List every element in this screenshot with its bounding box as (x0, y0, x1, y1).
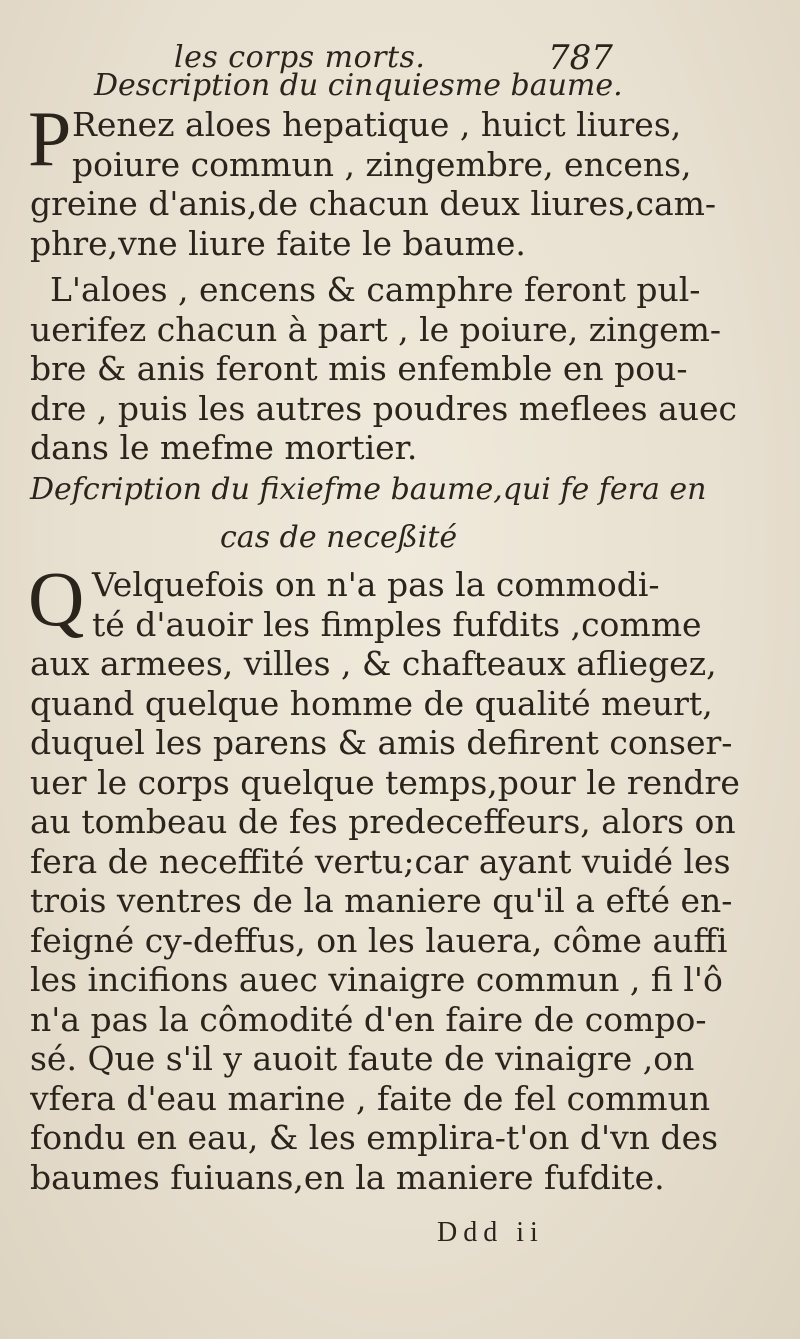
text-line: Velquefois on n'a pas la commodi- (92, 565, 660, 604)
text-line: quand quelque homme de qualité meurt, (30, 683, 713, 723)
text-line: les incifions auec vinaigre commun , fi l'ô (30, 960, 723, 999)
text-line: greine d'anis,de chacun deux liures,cam- (30, 184, 717, 223)
text-line: feigné cy-deffus, on les lauera, côme auffi (30, 920, 728, 960)
text-line: au tombeau de fes predeceffeurs, alors on (30, 802, 736, 841)
text-line: Renez aloes hepatique , huict liures, (72, 105, 682, 144)
text-line: bre & anis feront mis enfemble en pou- (30, 349, 688, 388)
text-line: phre,vne liure faite le baume. (30, 223, 526, 263)
page-number: 787 (548, 38, 613, 78)
text-line: uerifez chacun à part , le poiure, zingem- (30, 309, 722, 349)
text-line: fondu en eau, & les emplira-t'on d'vn des (30, 1118, 719, 1157)
text-line: poiure commun , zingembre, encens, (72, 144, 692, 184)
drop-cap-p: P (28, 95, 72, 182)
paragraph-sixth-balm (30, 565, 770, 1197)
text-line: dre , puis les autres poudres meflees auec (30, 388, 738, 428)
signature-mark: Ddd ii (437, 1217, 544, 1248)
text-line: dans le mefme mortier. (30, 428, 418, 467)
text-line: té d'auoir les fimples fufdits ,comme (92, 604, 702, 644)
text-line: duquel les parens & amis defirent conser- (30, 723, 733, 762)
text-line: fera de neceffité vertu;car ayant vuidé les (30, 841, 731, 881)
text-line: n'a pas la cômodité d'en faire de compo- (30, 999, 707, 1039)
paragraph-fifth-balm-recipe (30, 105, 770, 263)
paragraph-fifth-balm-method (30, 270, 770, 468)
section-title-sixth-balm-line1: Defcription du fixiefme baume,qui fe fera en (30, 472, 707, 507)
page-header (0, 18, 800, 78)
section-title-sixth-balm-line2: cas de neceßité (220, 520, 458, 555)
text-line: L'aloes , encens & camphre feront pul- (50, 270, 701, 309)
text-line: sé. Que s'il y auoit faute de vinaigre ,on (30, 1039, 695, 1078)
drop-cap-q: Q (28, 555, 85, 642)
text-line: uer le corps quelque temps,pour le rendre (30, 762, 740, 802)
text-line: vfera d'eau marine , faite de fel commun (30, 1078, 711, 1118)
text-line: baumes fuiuans,en la maniere fufdite. (30, 1157, 665, 1197)
section-title-fifth-balm: Description du cinquiesme baume. (94, 68, 623, 103)
text-line: trois ventres de la maniere qu'il a efté en- (30, 881, 733, 920)
running-head: les corps morts. (174, 40, 426, 75)
text-line: aux armees, villes , & chafteaux afliegez, (30, 644, 717, 683)
